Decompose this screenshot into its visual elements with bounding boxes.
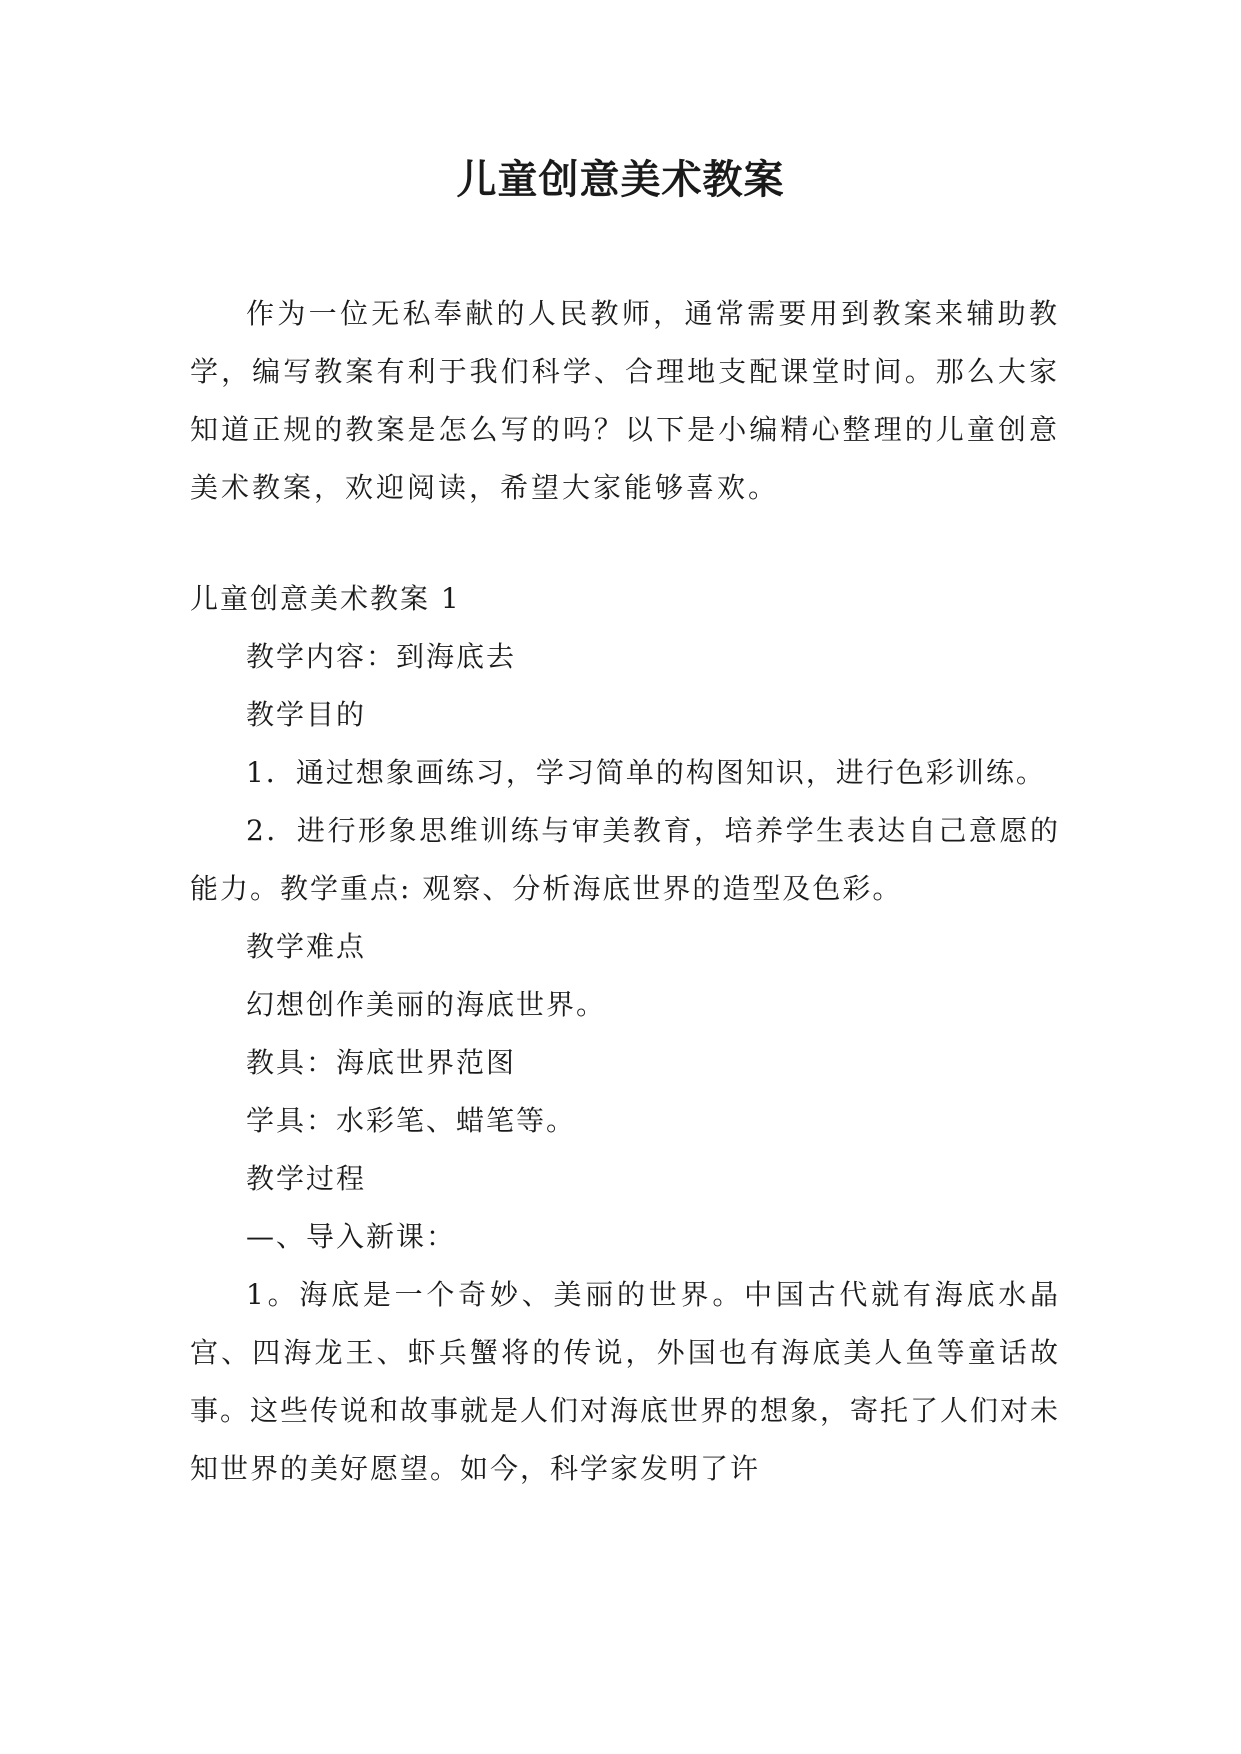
- paragraph-process-heading: 教学过程: [246, 1162, 367, 1195]
- paragraph-step-1: 1。海底是一个奇妙、美丽的世界。中国古代就有海底水晶宫、四海龙王、虾兵蟹将的传说，外国也有海底美人鱼等童话故事。这些传说和故事就是人们对海底世界的想象，寄托了人们对未知世界的美好愿望。如今，科学家发明了许: [190, 1278, 1061, 1485]
- paragraph-goal-2: 2．进行形象思维训练与审美教育，培养学生表达自己意愿的能力。教学重点: 观察、分析海底世界的造型及色彩。: [190, 814, 1060, 905]
- section-heading: 儿童创意美术教案 1: [190, 582, 461, 615]
- paragraph-goal-1: 1．通过想象画练习，学习简单的构图知识，进行色彩训练。: [246, 756, 1046, 789]
- intro-paragraph: 作为一位无私奉献的人民教师，通常需要用到教案来辅助教学，编写教案有利于我们科学、合理地支配课堂时间。那么大家知道正规的教案是怎么写的吗？以下是小编精心整理的儿童创意美术教案，欢迎阅读，希望大家能够喜欢。: [190, 297, 1060, 504]
- paragraph-student-tools: 学具：水彩笔、蜡笔等。: [246, 1104, 577, 1137]
- paragraph-difficulty-heading: 教学难点: [246, 930, 367, 963]
- paragraph-difficulty: 幻想创作美丽的海底世界。: [246, 988, 607, 1021]
- paragraph-teaching-aids: 教具：海底世界范图: [246, 1046, 517, 1079]
- paragraph-introduction-step: —、导入新课：: [246, 1220, 457, 1253]
- paragraph-teaching-goal-heading: 教学目的: [246, 698, 367, 731]
- lesson-plan-section: [190, 570, 1060, 1498]
- paragraph-teaching-content: 教学内容：到海底去: [246, 640, 517, 673]
- intro-section: [190, 285, 1060, 517]
- document-title: 儿童创意美术教案: [456, 157, 785, 203]
